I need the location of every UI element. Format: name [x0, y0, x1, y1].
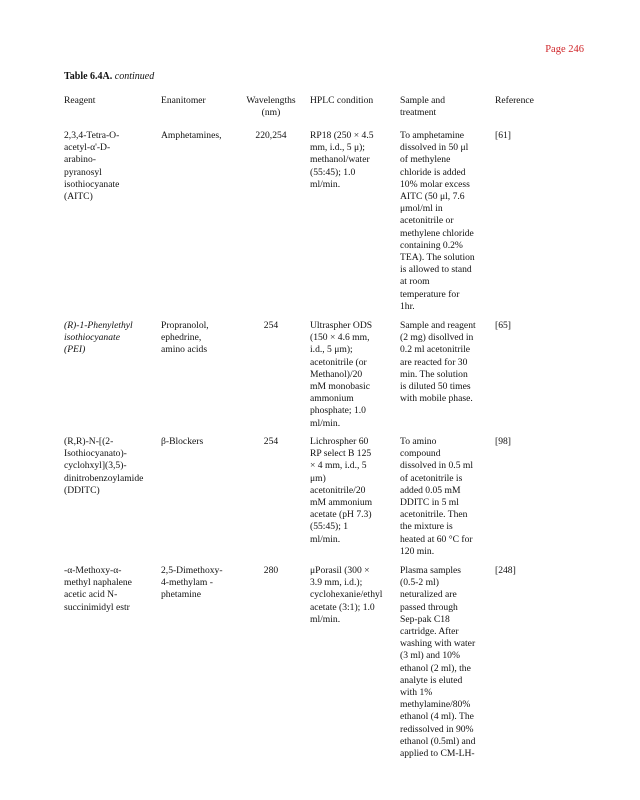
- row1-reagent: 2,3,4-Tetra-O- acetyl-α'-D- arabino- pyranosyl isothiocyanate (AITC): [64, 130, 120, 203]
- row2-sample: Sample and reagent (2 mg) disollved in 0.2 ml acetonitrile are reacted for 30 min. The solution is diluted 50 times with mobile phase.: [400, 320, 476, 405]
- row4-wavelengths: 280: [263, 565, 279, 576]
- row2-wavelengths: 254: [263, 320, 279, 331]
- page-number: Page 246: [545, 44, 584, 55]
- row1-reference: [61]: [495, 130, 511, 141]
- header-sample: Sample and treatment: [400, 95, 446, 119]
- table-title-label: Table 6.4A.: [64, 71, 113, 82]
- header-reference: Reference: [495, 95, 534, 106]
- row1-hplc: RP18 (250 × 4.5 mm, i.d., 5 μ); methanol/water (55:45); 1.0 ml/min.: [310, 130, 374, 190]
- row1-enantiomer: Amphetamines,: [161, 130, 222, 141]
- row4-reference: [248]: [495, 565, 516, 576]
- table-title-continued: continued: [114, 71, 155, 82]
- row3-enantiomer: β-Blockers: [161, 436, 204, 447]
- row3-reagent: (R,R)-N-[(2- Isothiocyanato)- cyclohxyl](3,5)- dinitrobenzoylamide (DDITC): [64, 436, 144, 496]
- row4-sample: Plasma samples (0.5-2 ml) neturalized are passed through Sep-pak C18 cartridge. After washing with water (3 ml) and 10% ethanol (2 ml), the analyte is eluted with 1% methylamine/80% ethanol (4 ml). The redissolved in 90% ethanol (0.5ml) and applied to CM-LH-: [400, 565, 476, 760]
- row3-sample: To amino compound dissolved in 0.5 ml of acetonitrile is added 0.05 mM DDITC in 5 ml acetonitrile. Then the mixture is heated at 60 °C for 120 min.: [400, 436, 474, 557]
- row2-reference: [65]: [495, 320, 511, 331]
- row4-reagent: -α-Methoxy-α- methyl naphalene acetic acid N- succinimidyl estr: [64, 565, 132, 613]
- row3-wavelengths: 254: [263, 436, 279, 447]
- row2-hplc: Ultraspher ODS (150 × 4.6 mm, i.d., 5 μm); acetonitrile (or Methanol)/20 mM monobasic ammonium phosphate; 1.0 ml/min.: [310, 320, 373, 429]
- row4-hplc: μPorasil (300 × 3.9 mm, i.d.); cyclohexanie/ethyl acetate (3:1); 1.0 ml/min.: [310, 565, 383, 625]
- row2-enantiomer: Propranolol, ephedrine, amino acids: [161, 320, 209, 356]
- header-wavelengths: Wavelengths (nm): [246, 95, 296, 119]
- row3-hplc: Lichrospher 60 RP select B 125 × 4 mm, i.d., 5 μm) acetonitrile/20 mM ammonium acetate (pH 7.3) (55:45); 1 ml/min.: [310, 436, 373, 545]
- row2-reagent: (R)-1-Phenylethyl isothiocyanate (PEI): [64, 320, 133, 356]
- row3-reference: [98]: [495, 436, 511, 447]
- table-title: [64, 71, 154, 82]
- header-hplc: HPLC condition: [310, 95, 374, 106]
- header-reagent: Reagent: [64, 95, 96, 106]
- row1-wavelengths: 220,254: [255, 130, 287, 141]
- row4-enantiomer: 2,5-Dimethoxy- 4-methylam - phetamine: [161, 565, 223, 601]
- row1-sample: To amphetamine dissolved in 50 μl of methylene chloride is added 10% molar excess AITC (50 μl, 7.6 μmol/ml in acetonitrile or methylene chloride containing 0.2% TEA). The solution is allowed to stand at room temperature for 1hr.: [400, 130, 475, 312]
- header-enantiomer: Enanitomer: [161, 95, 206, 106]
